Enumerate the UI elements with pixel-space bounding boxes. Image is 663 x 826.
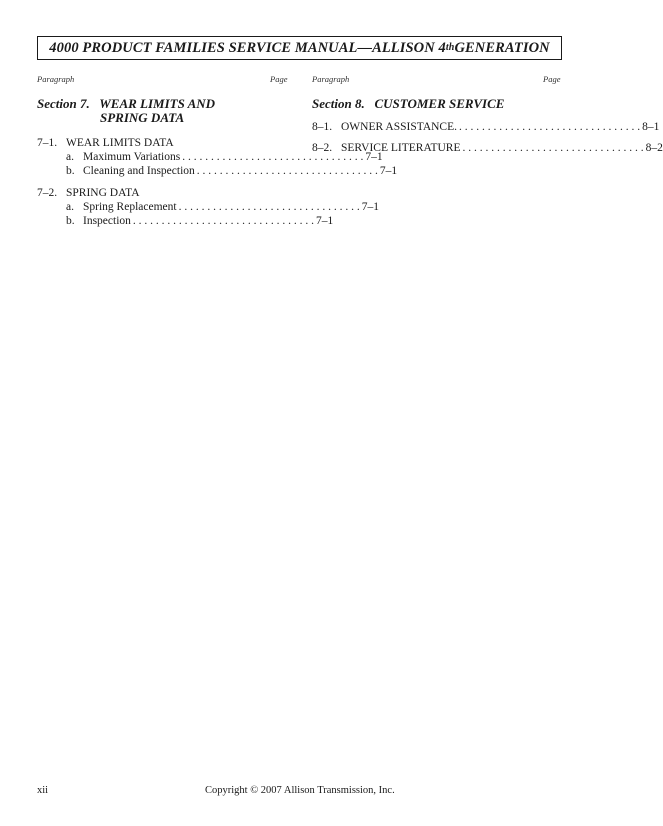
manual-header-title <box>37 36 562 60</box>
entry-label: WEAR LIMITS DATA <box>66 137 174 149</box>
subentry-letter: a. <box>66 151 74 163</box>
toc-subentry-7-1-a[interactable] <box>37 150 383 164</box>
left-page-heading: Page <box>270 74 288 84</box>
subentry-letter: b. <box>66 215 75 227</box>
dot-leader: . . . . . . . . . . . . . . . . . . . . . . . . . . . . . . . . <box>178 201 360 213</box>
dot-leader: . . . . . . . . . . . . . . . . . . . . . . . . . . . . . . . . <box>182 151 364 163</box>
subentry-page: 7–1 <box>316 215 334 227</box>
toc-subentry-7-2-b[interactable] <box>37 214 334 228</box>
footer-copyright: Copyright © 2007 Allison Transmission, Inc. <box>205 785 395 796</box>
entry-label: OWNER ASSISTANCE. <box>341 121 458 133</box>
subentry-label: Cleaning and Inspection <box>83 165 195 177</box>
subentry-letter: b. <box>66 165 75 177</box>
subentry-page: 7–1 <box>365 151 383 163</box>
section-7-title-line1: Section 7. WEAR LIMITS AND <box>37 96 216 111</box>
subentry-label: Spring Replacement <box>83 201 177 213</box>
right-page-heading: Page <box>543 74 561 84</box>
entry-number: 8–2. <box>312 142 333 154</box>
dot-leader: . . . . . . . . . . . . . . . . . . . . . . . . . . . . . . . . <box>132 215 315 227</box>
dot-leader: . . . . . . . . . . . . . . . . . . . . . . . . . . . . . . . . <box>462 142 644 154</box>
toc-entry-8-1[interactable] <box>312 120 660 134</box>
entry-page: 8–1 <box>642 121 660 133</box>
subentry-label: Inspection <box>83 215 131 227</box>
subentry-label: Maximum Variations <box>83 151 181 163</box>
dot-leader: . . . . . . . . . . . . . . . . . . . . . . . . . . . . . . . . <box>459 121 641 133</box>
subentry-letter: a. <box>66 201 74 213</box>
entry-number: 8–1. <box>312 121 333 133</box>
toc-subentry-7-2-a[interactable] <box>37 200 379 214</box>
header-title-tail: GENERATION <box>454 39 550 56</box>
right-paragraph-heading: Paragraph <box>312 74 350 84</box>
section-7-title <box>37 97 297 125</box>
dot-leader: . . . . . . . . . . . . . . . . . . . . . . . . . . . . . . . . <box>196 165 378 177</box>
entry-page: 8–2 <box>645 142 663 154</box>
subentry-page: 7–1 <box>361 201 379 213</box>
header-title-main: 4000 PRODUCT FAMILIES SERVICE MANUAL—ALLISON 4 <box>49 39 446 56</box>
section-8-title: Section 8. CUSTOMER SERVICE <box>312 96 505 111</box>
toc-entry-8-2[interactable] <box>312 141 663 155</box>
entry-number: 7–1. <box>37 137 58 149</box>
toc-entry-7-2[interactable] <box>37 186 379 228</box>
header-title-superscript: th <box>445 41 455 53</box>
entry-label: SERVICE LITERATURE <box>341 142 461 154</box>
entry-number: 7–2. <box>37 187 58 199</box>
footer-page-number: xii <box>37 785 49 796</box>
toc-subentry-7-1-b[interactable] <box>37 164 398 178</box>
left-paragraph-heading: Paragraph <box>37 74 75 84</box>
section-7-title-line2: SPRING DATA <box>100 110 185 125</box>
subentry-page: 7–1 <box>379 165 398 177</box>
entry-label: SPRING DATA <box>66 187 140 199</box>
